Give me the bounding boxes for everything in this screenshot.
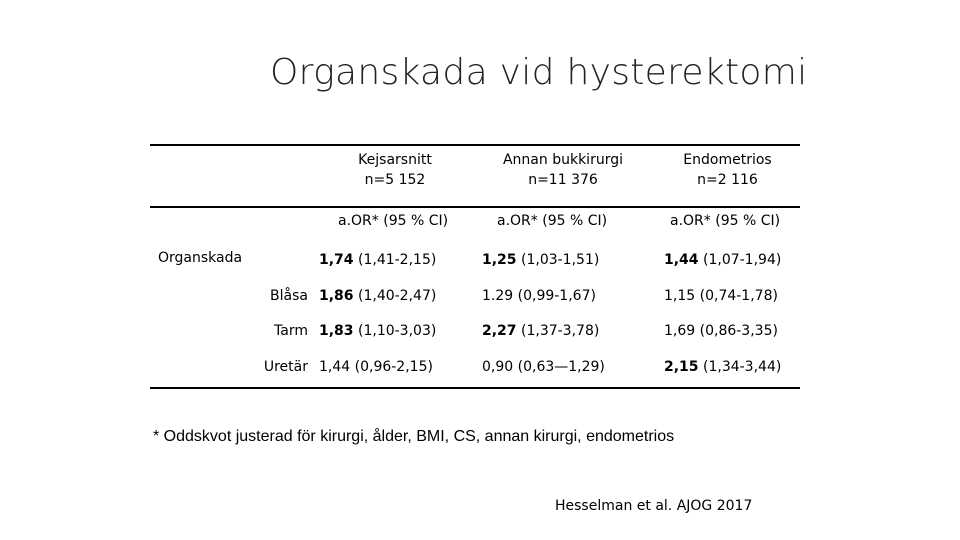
col-header-annan-bukkirurgi — [478, 150, 648, 190]
col-n: n=11 376 — [528, 172, 598, 188]
row-label: Tarm — [274, 323, 308, 339]
col-metric-endometrios: a.OR* (95 % CI) — [670, 213, 781, 229]
table-top-rule — [150, 144, 800, 146]
col-metric-annan-bukkirurgi: a.OR* (95 % CI) — [497, 213, 608, 229]
table-cell: 1,44 (0,96-2,15) — [319, 359, 433, 375]
col-name: Annan bukkirurgi — [502, 152, 623, 168]
row-label: Uretär — [263, 359, 308, 375]
citation: Hesselman et al. AJOG 2017 — [555, 498, 753, 514]
col-metric-kejsarsnitt: a.OR* (95 % CI) — [338, 213, 449, 229]
table-cell: 1,83 (1,10-3,03) — [319, 323, 437, 339]
table-cell: 1,44 (1,07-1,94) — [664, 252, 782, 268]
col-n: n=2 116 — [697, 172, 758, 188]
table-cell: 1.29 (0,99-1,67) — [482, 288, 596, 304]
table-cell: 2,27 (1,37-3,78) — [482, 323, 600, 339]
table-cell: 1,74 (1,41-2,15) — [319, 252, 437, 268]
col-header-kejsarsnitt — [320, 150, 470, 190]
col-name: Kejsarsnitt — [358, 152, 432, 168]
table-cell: 0,90 (0,63—1,29) — [482, 359, 605, 375]
table-cell: 1,69 (0,86-3,35) — [664, 323, 778, 339]
group-label-organskada: Organskada — [158, 250, 243, 266]
footnote: * Oddskvot justerad för kirurgi, ålder, BMI, CS, annan kirurgi, endometrios — [153, 428, 675, 445]
col-n: n=5 152 — [364, 172, 426, 188]
table-cell: 1,25 (1,03-1,51) — [482, 252, 600, 268]
col-header-endometrios — [655, 150, 800, 190]
table-cell: 1,15 (0,74-1,78) — [664, 288, 778, 304]
table-header-rule — [150, 206, 800, 208]
table-cell: 2,15 (1,34-3,44) — [664, 359, 782, 375]
table-cell: 1,86 (1,40-2,47) — [319, 288, 437, 304]
col-name: Endometrios — [683, 152, 772, 168]
slide-title: Organskada vid hysterektomi — [270, 52, 808, 93]
table-bottom-rule — [150, 387, 800, 389]
row-label: Blåsa — [270, 288, 308, 304]
